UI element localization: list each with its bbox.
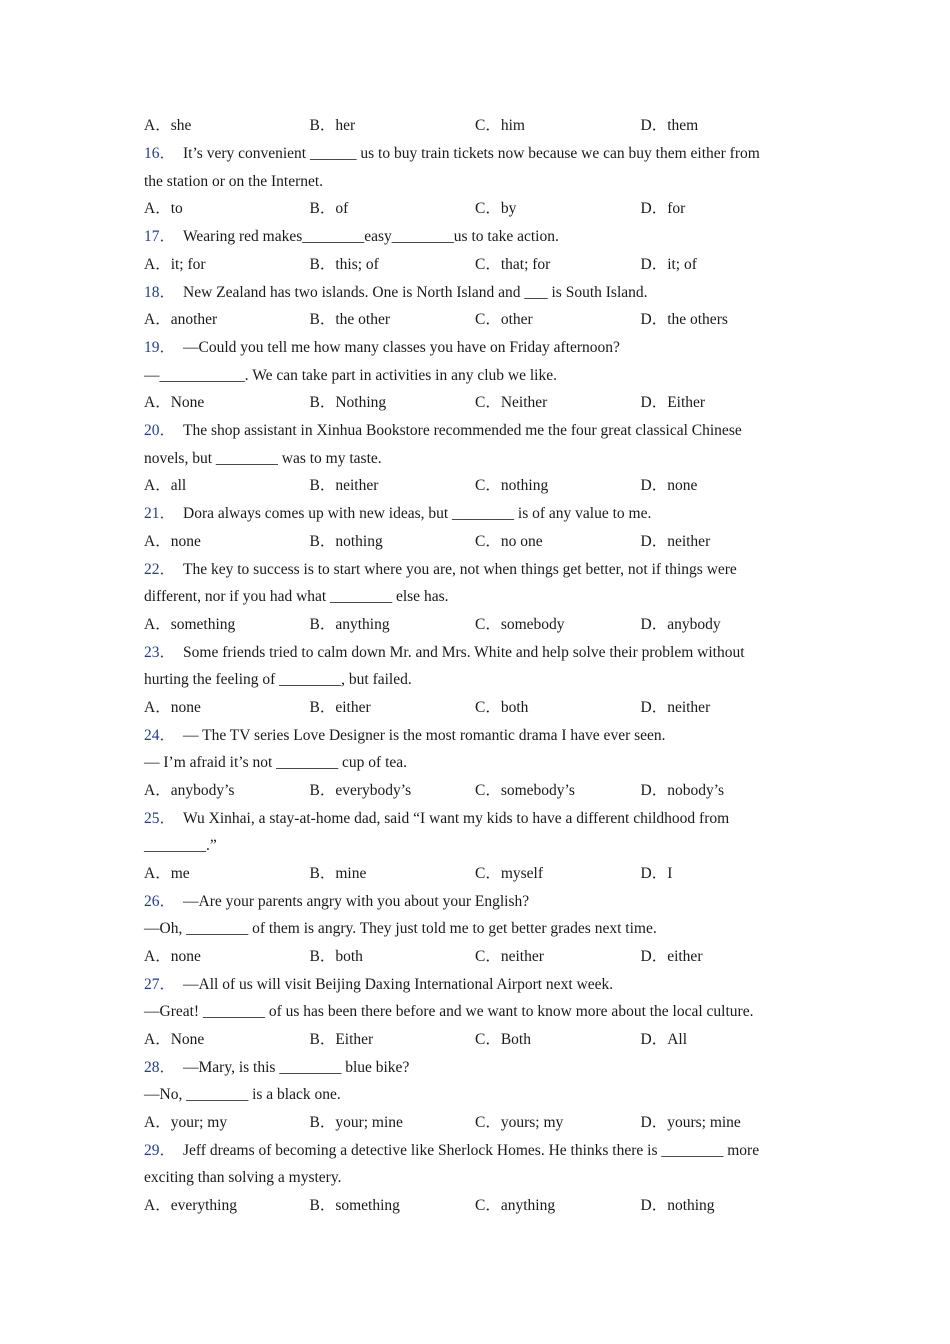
option-a: A．something (144, 615, 236, 633)
options-row (144, 528, 814, 556)
option-d: D．Either (640, 394, 706, 411)
question-number: 19． (144, 339, 176, 356)
question-text: —Are your parents angry with you about your English? (183, 892, 530, 910)
question-text: novels, but ________ was to my taste. (144, 449, 382, 467)
question-text: —Could you tell me how many classes you have on Friday afternoon? (183, 339, 620, 356)
option-c: C．him (475, 117, 525, 134)
option-d: D．it; of (640, 255, 697, 273)
option-c: C．both (475, 698, 529, 716)
option-a: A．none (144, 947, 201, 965)
question-line (144, 223, 814, 251)
question-item (144, 417, 814, 500)
option-a: A．none (144, 532, 201, 550)
options-row (144, 777, 814, 805)
options-row (144, 1026, 814, 1054)
question-item (144, 334, 814, 417)
question-text: —___________. We can take part in activities in any club we like. (144, 366, 557, 384)
question-line (144, 749, 814, 777)
question-line (144, 805, 814, 833)
question-line (144, 445, 814, 473)
option-c: C．Neither (475, 394, 548, 411)
option-b: B．anything (309, 615, 390, 633)
question-number: 21． (144, 505, 176, 522)
option-d: D．All (640, 1030, 688, 1048)
question-text: —Great! ________ of us has been there before and we want to know more about the local culture. (144, 1003, 754, 1020)
option-b: B．either (309, 698, 371, 716)
option-d: D．nobody’s (640, 781, 725, 799)
option-b: B．everybody’s (309, 781, 412, 799)
options-row (144, 860, 814, 888)
option-d: D．for (640, 200, 686, 217)
question-line (144, 888, 814, 916)
question-line (144, 362, 814, 390)
options-row (144, 112, 814, 140)
question-text: The shop assistant in Xinhua Bookstore recommended me the four great classical Chinese (183, 422, 742, 439)
question-line (144, 583, 814, 611)
question-line (144, 998, 814, 1026)
option-b: B．neither (309, 477, 379, 494)
options-row (144, 1109, 814, 1137)
options-row (144, 943, 814, 971)
option-a: A．anybody’s (144, 781, 235, 799)
question-text: —Oh, ________ of them is angry. They just told me to get better grades next time. (144, 920, 657, 937)
question-line (144, 639, 814, 667)
option-b: B．Either (309, 1030, 374, 1048)
question-line (144, 1081, 814, 1109)
question-text: the station or on the Internet. (144, 172, 324, 190)
option-c: C．somebody’s (475, 781, 575, 799)
option-d: D．nothing (640, 1196, 715, 1214)
option-c: C．Both (475, 1030, 531, 1048)
option-b: B．nothing (309, 532, 383, 550)
question-line (144, 666, 814, 694)
option-c: C．anything (475, 1196, 556, 1214)
question-item (144, 805, 814, 888)
question-item (144, 556, 814, 639)
question-item (144, 140, 814, 223)
question-item (144, 279, 814, 335)
option-a: A．None (144, 1030, 205, 1048)
question-item (144, 1054, 814, 1137)
question-number: 26． (144, 892, 176, 910)
question-item (144, 971, 814, 1054)
question-text: —No, ________ is a black one. (144, 1086, 341, 1103)
option-b: B．this; of (309, 255, 379, 273)
option-d: D．anybody (640, 615, 721, 633)
worksheet (144, 112, 814, 1220)
option-c: C．neither (475, 947, 544, 965)
question-text: different, nor if you had what ________ else has. (144, 588, 449, 605)
question-text: Wu Xinhai, a stay-at-home dad, said “I want my kids to have a different childhood from (183, 809, 730, 827)
option-d: D．the others (640, 311, 728, 328)
option-d: D．neither (640, 698, 711, 716)
option-d: D．them (640, 117, 699, 134)
question-text: hurting the feeling of ________, but failed. (144, 671, 412, 688)
question-number: 17． (144, 228, 176, 245)
question-text: Some friends tried to calm down Mr. and Mrs. White and help solve their problem without (183, 643, 745, 661)
question-text: It’s very convenient ______ us to buy train tickets now because we can buy them either from (183, 145, 760, 162)
option-d: D．neither (640, 532, 711, 550)
options-row (144, 694, 814, 722)
question-item (144, 722, 814, 805)
question-line (144, 971, 814, 999)
options-row (144, 472, 814, 500)
options-row (144, 195, 814, 223)
option-c: C．yours; my (475, 1113, 564, 1131)
option-a: A．another (144, 311, 218, 328)
question-line (144, 140, 814, 168)
question-text: — I’m afraid it’s not ________ cup of tea. (144, 754, 408, 771)
question-text: —Mary, is this ________ blue bike? (183, 1058, 410, 1076)
options-row (144, 1192, 814, 1220)
question-list (144, 140, 814, 1220)
question-text: New Zealand has two islands. One is North Island and ___ is South Island. (183, 283, 648, 301)
option-d: D．none (640, 477, 698, 494)
option-b: B．the other (309, 311, 390, 328)
question-line (144, 500, 814, 528)
option-c: C．nothing (475, 477, 549, 494)
option-b: B．something (309, 1196, 400, 1214)
question-text: exciting than solving a mystery. (144, 1169, 342, 1186)
option-c: C．other (475, 311, 533, 328)
question-number: 25． (144, 809, 176, 827)
option-a: A．to (144, 200, 183, 217)
question-line (144, 556, 814, 584)
option-a: A．none (144, 698, 201, 716)
question-line (144, 168, 814, 196)
question-item (144, 500, 814, 556)
option-d: D．yours; mine (640, 1113, 741, 1131)
option-b: B．both (309, 947, 363, 965)
option-c: C．no one (475, 532, 543, 550)
option-b: B．Nothing (309, 394, 387, 411)
option-a: A．your; my (144, 1113, 228, 1131)
question-number: 18． (144, 283, 176, 301)
options-row (144, 251, 814, 279)
option-a: A．she (144, 117, 192, 134)
option-d: D．either (640, 947, 703, 965)
question-text: The key to success is to start where you are, not when things get better, not if things were (183, 560, 737, 578)
question-line (144, 417, 814, 445)
option-b: B．mine (309, 864, 367, 882)
question-text: ________.” (144, 837, 217, 854)
question-line (144, 1054, 814, 1082)
question-number: 24． (144, 726, 176, 744)
options-row (144, 389, 814, 417)
option-b: B．your; mine (309, 1113, 403, 1131)
options-row (144, 306, 814, 334)
question-number: 27． (144, 975, 176, 993)
question-text: Dora always comes up with new ideas, but ________ is of any value to me. (183, 505, 652, 522)
question-text: Wearing red makes________easy________us to take action. (183, 228, 559, 245)
option-c: C．myself (475, 864, 544, 882)
question-line (144, 1137, 814, 1165)
question-text: — The TV series Love Designer is the most romantic drama I have ever seen. (183, 726, 666, 744)
question-line (144, 832, 814, 860)
question-number: 28． (144, 1058, 176, 1076)
question-line (144, 722, 814, 750)
question-item (144, 639, 814, 722)
question-text: Jeff dreams of becoming a detective like Sherlock Homes. He thinks there is ________ more (183, 1141, 760, 1159)
question-number: 16． (144, 145, 176, 162)
option-c: C．by (475, 200, 517, 217)
question-line (144, 279, 814, 307)
option-a: A．None (144, 394, 205, 411)
question-item (144, 888, 814, 971)
option-a: A．everything (144, 1196, 237, 1214)
option-b: B．of (309, 200, 349, 217)
question-item (144, 1137, 814, 1220)
option-d: D．I (640, 864, 673, 882)
question-line (144, 915, 814, 943)
question-line (144, 334, 814, 362)
question-number: 22． (144, 560, 176, 578)
question-text: —All of us will visit Beijing Daxing International Airport next week. (183, 975, 614, 993)
option-a: A．all (144, 477, 187, 494)
question-item (144, 223, 814, 279)
option-b: B．her (309, 117, 356, 134)
option-a: A．it; for (144, 255, 206, 273)
question-number: 29． (144, 1141, 176, 1159)
question-number: 23． (144, 643, 176, 661)
option-a: A．me (144, 864, 190, 882)
question-line (144, 1164, 814, 1192)
option-c: C．that; for (475, 255, 551, 273)
question-number: 20． (144, 422, 176, 439)
options-row (144, 611, 814, 639)
option-c: C．somebody (475, 615, 565, 633)
